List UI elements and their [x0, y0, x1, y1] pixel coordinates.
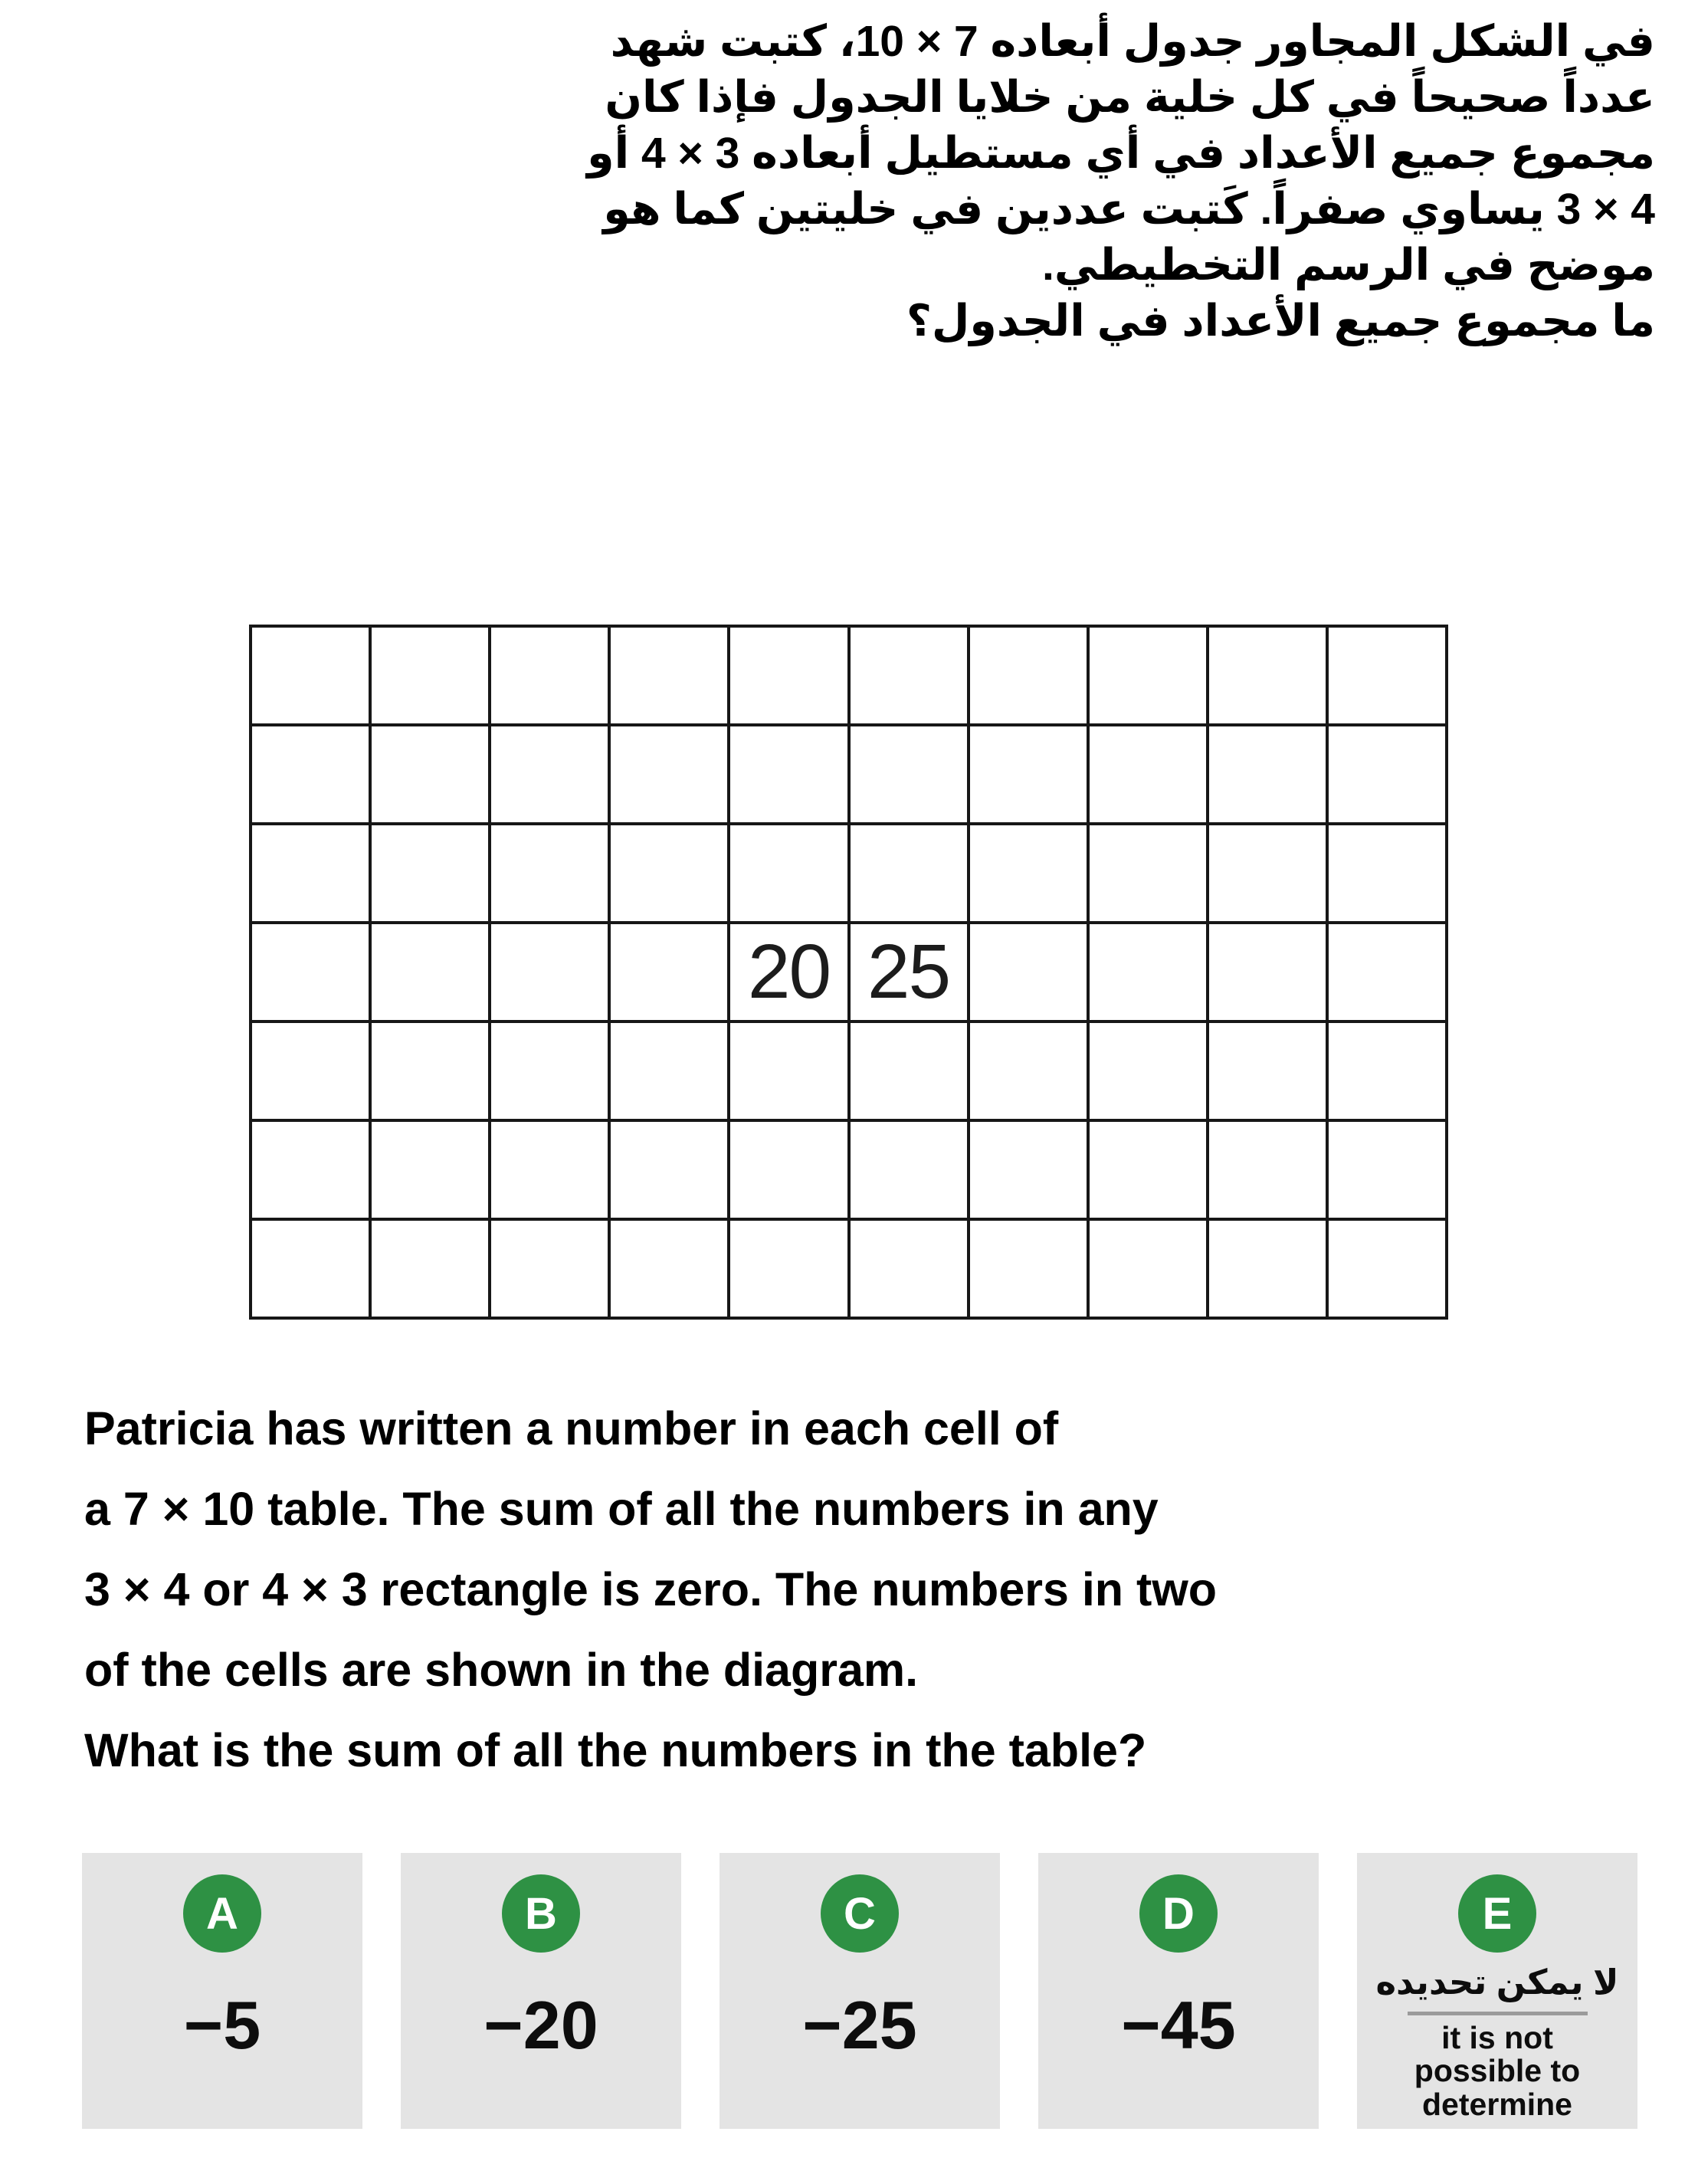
grid-cell: [730, 924, 847, 1020]
grid-cell: [372, 726, 488, 822]
grid-cell: [851, 1122, 967, 1218]
option-e-english-label: it is not possible to determine: [1414, 2020, 1581, 2122]
option-d[interactable]: [1038, 1853, 1319, 2129]
grid-cell: [1090, 726, 1206, 822]
english-question-line: Patricia has written a number in each cell of: [84, 1402, 1059, 1454]
grid-cell: [491, 1023, 608, 1119]
grid-cell: [1209, 1122, 1326, 1218]
grid-cell: [611, 1221, 727, 1317]
grid-cell: [252, 726, 369, 822]
grid-cell: [491, 1122, 608, 1218]
grid-cell: [1090, 924, 1206, 1020]
grid-cell: [970, 825, 1087, 921]
grid-cell-value: 20: [747, 929, 831, 1015]
grid-cell-value: 25: [867, 929, 950, 1015]
grid-cell: [851, 628, 967, 723]
grid-cell: [730, 825, 847, 921]
option-d-value: −45: [1121, 1987, 1236, 2063]
option-letter: E: [1482, 1888, 1513, 1939]
option-b[interactable]: [401, 1853, 681, 2129]
option-c-value: −25: [802, 1987, 917, 2063]
grid-cell: [372, 1221, 488, 1317]
grid-cell: [372, 1023, 488, 1119]
grid-cell: [491, 628, 608, 723]
arabic-question-line: في الشكل المجاور جدول أبعاده 7 × 10، كتبت شهد: [610, 17, 1655, 66]
option-e-arabic-label: لا يمكن تحديده: [1375, 1963, 1619, 2002]
arabic-question-line: موضح في الرسم التخطيطي.: [1042, 241, 1655, 290]
grid-cell: [970, 1023, 1087, 1119]
grid-cell: [252, 1221, 369, 1317]
grid-cell: [851, 1221, 967, 1317]
grid-cell: [1329, 1023, 1445, 1119]
grid-cell: [1090, 825, 1206, 921]
grid-cell: [611, 1122, 727, 1218]
grid-cell: [1329, 1221, 1445, 1317]
grid-cell: [1329, 628, 1445, 723]
grid-cell: [730, 1221, 847, 1317]
grid-cell: [372, 1122, 488, 1218]
grid-cell: [851, 825, 967, 921]
option-a[interactable]: [82, 1853, 362, 2129]
option-e-letter-badge: [1458, 1874, 1536, 1953]
arabic-question-line: 4 × 3 يساوي صفراً. كَتبت عددين في خليتين كما هو: [603, 185, 1655, 234]
grid-cell: [1329, 726, 1445, 822]
option-letter: A: [206, 1888, 238, 1939]
grid-cell: [1090, 1221, 1206, 1317]
option-a-value: −5: [183, 1987, 261, 2063]
grid-cell: [851, 726, 967, 822]
grid-cell: [252, 1023, 369, 1119]
grid-cell: [491, 726, 608, 822]
option-e-divider: [1408, 2012, 1588, 2015]
grid-cell: [252, 1122, 369, 1218]
grid-cell: [970, 726, 1087, 822]
english-question-line: What is the sum of all the numbers in the table?: [84, 1724, 1147, 1776]
grid-cell: [491, 825, 608, 921]
grid-cell: [491, 1221, 608, 1317]
grid-cell: [1209, 924, 1326, 1020]
grid-cell: [730, 1122, 847, 1218]
option-b-value: −20: [484, 1987, 598, 2063]
option-e[interactable]: [1357, 1853, 1637, 2129]
option-c-letter-badge: [821, 1874, 899, 1953]
grid-cell: [970, 1122, 1087, 1218]
arabic-question: [43, 14, 1655, 349]
grid-cell: [372, 628, 488, 723]
arabic-question-line: مجموع جميع الأعداد في أي مستطيل أبعاده 3 × 4 أو: [587, 129, 1655, 178]
grid-cell: [1209, 1221, 1326, 1317]
grid-cell: [1090, 628, 1206, 723]
grid-cell: [1329, 1122, 1445, 1218]
grid-cell: [730, 628, 847, 723]
grid-cell: [970, 628, 1087, 723]
grid-cell: [372, 825, 488, 921]
grid-cell: [1209, 1023, 1326, 1119]
grid-cell: [970, 1221, 1087, 1317]
grid-cell: [611, 1023, 727, 1119]
english-question-line: a 7 × 10 table. The sum of all the numbers in any: [84, 1483, 1159, 1535]
grid-cell: [611, 825, 727, 921]
options-row: [82, 1853, 1637, 2129]
grid-cell: [611, 726, 727, 822]
grid-cell: [1329, 825, 1445, 921]
grid-cell: [1090, 1122, 1206, 1218]
option-letter: D: [1162, 1888, 1195, 1939]
grid-cell: [372, 924, 488, 1020]
arabic-question-line: ما مجموع جميع الأعداد في الجدول؟: [906, 297, 1655, 346]
grid-cell: [252, 825, 369, 921]
option-a-letter-badge: [183, 1874, 261, 1953]
grid-cell: [1209, 628, 1326, 723]
english-question: [84, 1389, 1217, 1791]
grid-cell: [730, 1023, 847, 1119]
option-d-letter-badge: [1139, 1874, 1218, 1953]
grid-cell: [252, 924, 369, 1020]
grid-cell: [611, 628, 727, 723]
grid-cell: [1090, 1023, 1206, 1119]
option-b-letter-badge: [502, 1874, 580, 1953]
english-question-line: of the cells are shown in the diagram.: [84, 1644, 919, 1696]
grid-cell: [1209, 825, 1326, 921]
english-question-line: 3 × 4 or 4 × 3 rectangle is zero. The numbers in two: [84, 1563, 1218, 1615]
grid-cell: [611, 924, 727, 1020]
diagram-grid: [249, 625, 1448, 1320]
grid-cell: [730, 726, 847, 822]
grid-cell: [491, 924, 608, 1020]
grid-cell: [851, 924, 967, 1020]
option-letter: C: [844, 1888, 876, 1939]
grid-cell: [851, 1023, 967, 1119]
arabic-question-line: عدداً صحيحاً في كل خلية من خلايا الجدول فإذا كان: [605, 73, 1655, 122]
grid-cell: [970, 924, 1087, 1020]
option-c[interactable]: [720, 1853, 1000, 2129]
grid-cell: [1329, 924, 1445, 1020]
grid-cell: [1209, 726, 1326, 822]
grid-cell: [252, 628, 369, 723]
option-letter: B: [525, 1888, 557, 1939]
